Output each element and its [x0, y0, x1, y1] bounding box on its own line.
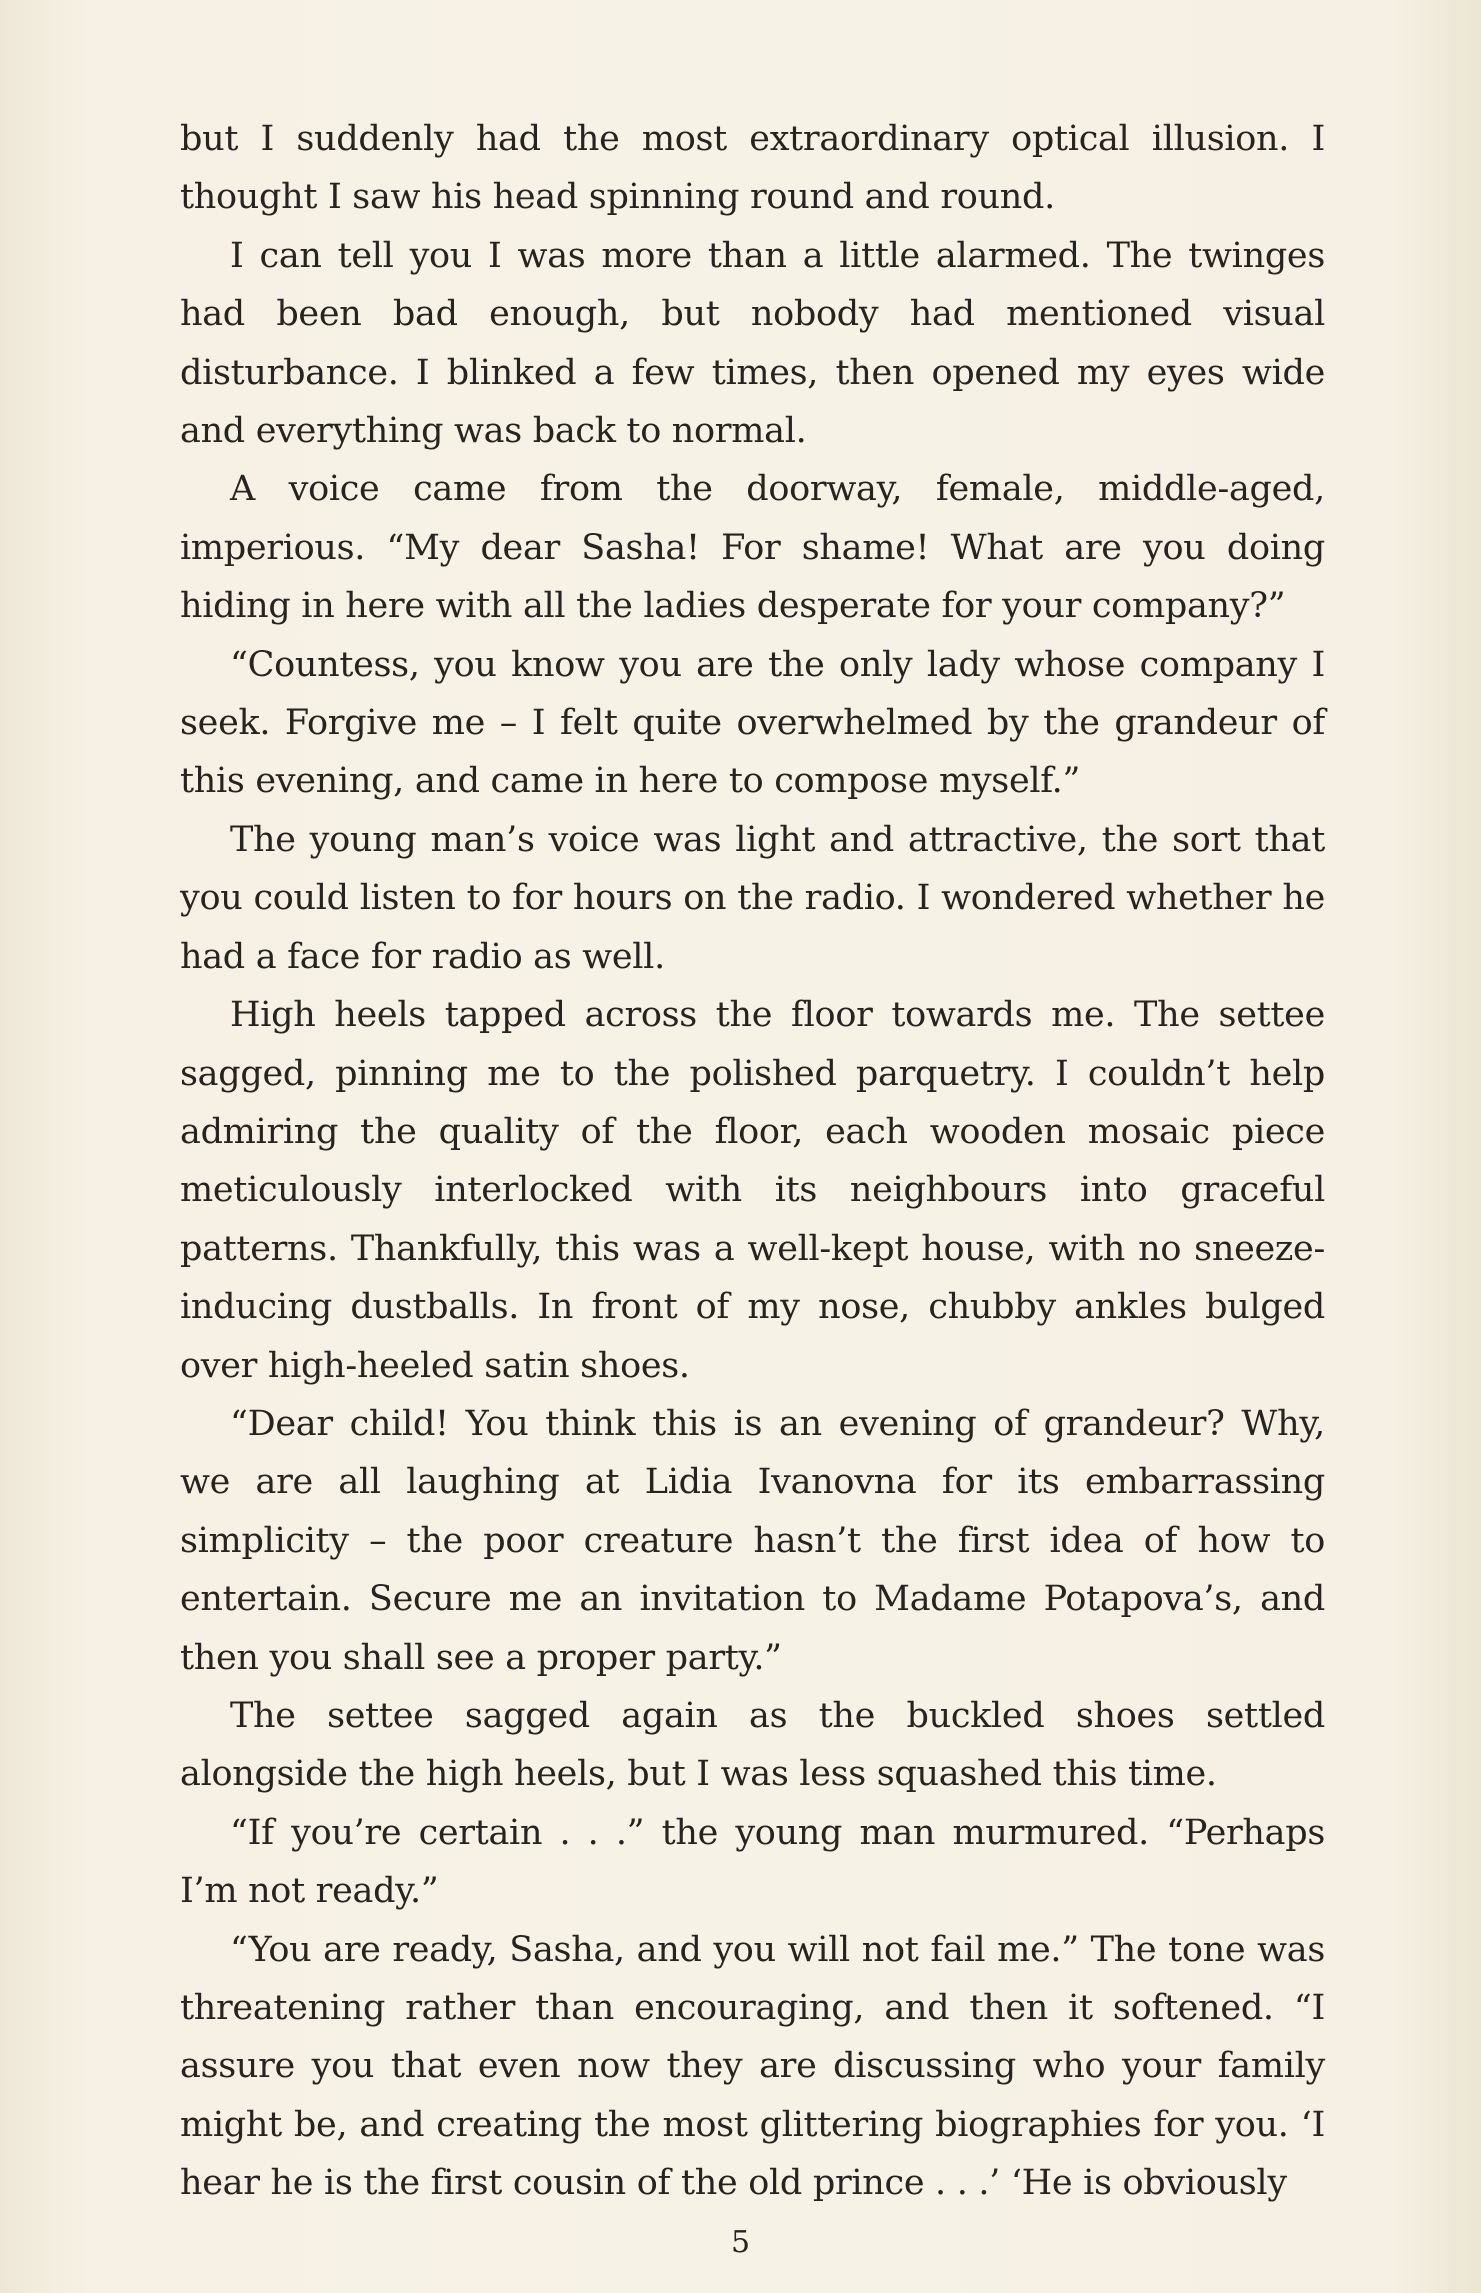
paragraph: “If you’re certain . . .” the young man murmured. “Perhaps I’m not ready.” — [180, 1812, 1325, 1912]
page-number: 5 — [730, 2225, 751, 2260]
paragraph: I can tell you I was more than a little alarmed. The twinges had been bad enough, but nobody had mentioned visual disturbance. I blinked a few times, then opened my eyes wide and everything was back to normal. — [180, 235, 1325, 452]
paragraph: “Dear child! You think this is an evening of grandeur? Why, we are all laughing at Lidia Ivanovna for its embarrassing simplicity – the poor creature hasn’t the first idea of how to entertain. Secure me an invitation to Madame Potapova’s, and then you shall see a proper party.” — [180, 1403, 1325, 1678]
paragraph: The settee sagged again as the buckled shoes settled alongside the high heels, but I was less squashed this time. — [180, 1695, 1325, 1795]
paragraph: “Countess, you know you are the only lady whose company I seek. Forgive me – I felt quite overwhelmed by the grandeur of this evening, and came in here to compose myself.” — [180, 644, 1325, 802]
paragraph-continuation: but I suddenly had the most extraordinary optical illusion. I thought I saw his head spinning round and round. — [180, 119, 1325, 218]
paragraph: High heels tapped across the floor towards me. The settee sagged, pinning me to the polished parquetry. I couldn’t help admiring the quality of the floor, each wooden mosaic piece meticulously interlocked with its neighbours into graceful patterns. Thankfully, this was a well-kept house, with no sneeze-inducing dustballs. In front of my nose, chubby ankles bulged over high-heeled satin shoes. — [180, 995, 1325, 1386]
body-text — [180, 110, 1325, 2213]
paragraph: A voice came from the doorway, female, middle-aged, imperious. “My dear Sasha! For shame! What are you doing hiding in here with all the ladies desperate for your company?” — [180, 469, 1325, 627]
paragraph: The young man’s voice was light and attractive, the sort that you could listen to for hours on the radio. I wondered whether he had a face for radio as well. — [180, 819, 1325, 977]
paragraph: “You are ready, Sasha, and you will not fail me.” The tone was threatening rather than encouraging, and then it softened. “I assure you that even now they are discussing who your family might be, and creating the most glittering biographies for you. ‘I hear he is the first cousin of the old prince . . .’ ‘He is obviously — [180, 1929, 1325, 2204]
